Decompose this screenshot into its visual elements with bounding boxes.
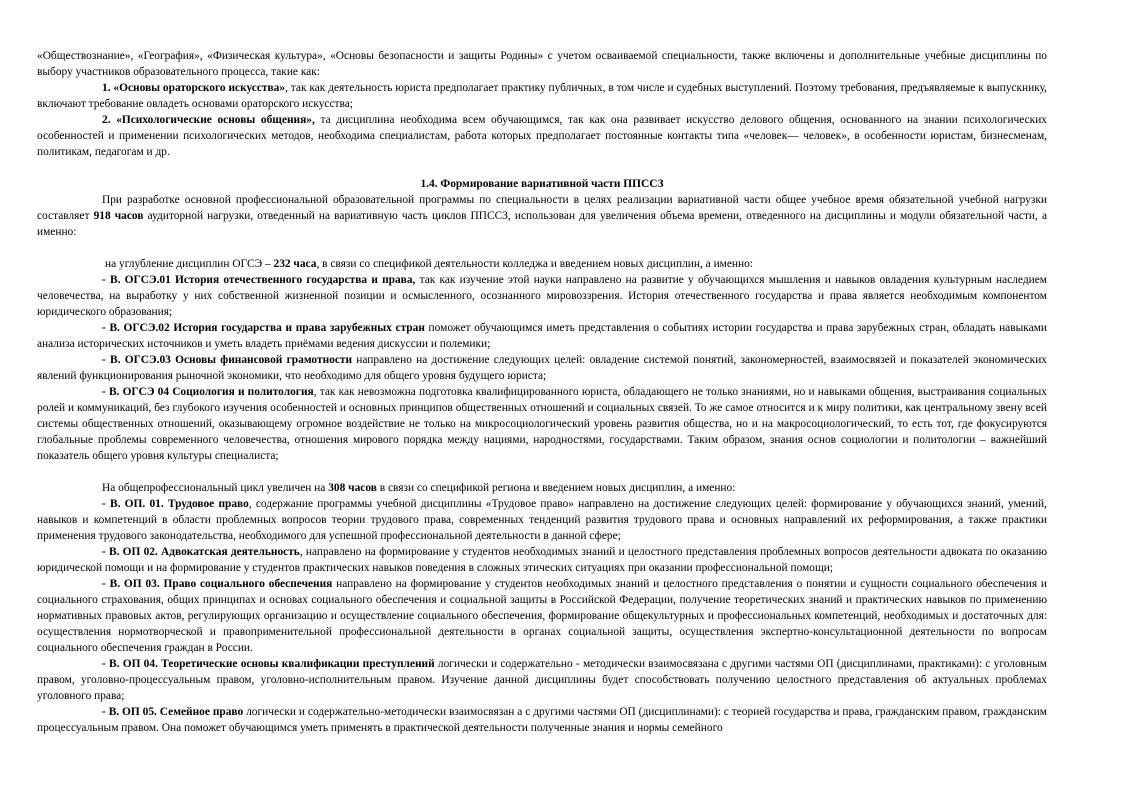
op-item-02 (37, 544, 1047, 576)
op-item-01 (37, 496, 1047, 544)
ogse-item-02-title: - В. ОГСЭ.02 История государства и права зарубежных стран (102, 322, 425, 334)
section-intro-text-a: При разработке основной профессиональной образовательной программы по специальности в целях реализации вариативной части общее учебное время обязательной учебной нагрузки составляет (37, 194, 1047, 222)
ogse-item-02 (37, 320, 1047, 352)
ogse-intro-paragraph (37, 256, 1047, 272)
intro-paragraph: «Обществознание», «География», «Физическая культура», «Основы безопасности и защиты Родины» с учетом осваиваемой специальности, также включены и дополнительные учебные дисциплины по выбору участников образовательного процесса, такие как: (37, 50, 1047, 78)
op-item-03-text: направлено на формирование у студентов необходимых знаний и целостного представления о понятии и сущности социального обеспечения и социального страхования, общих принципах и основах социального обеспечения и социальной защиты в Российской Федерации, получение теоретических знаний и практических навыков по применению нормативных правовых актов, регулирующих организацию и осуществление социального обеспечения, формирование общекультурных и профессиональных компетенций, необходимых и достаточных для: осуществления нормотворческой и правоприменительной профессиональной деятельности в органах социальной защиты, осуществления экспертно-консультационной деятельности по вопросам социального обеспечения граждан в России. (37, 578, 1047, 654)
op-intro-hours: 308 часов (328, 482, 377, 494)
elective-item-2-text: та дисциплина необходима всем обучающимся, так как она развивает искусство делового общения, основанного на знании психологических особенностей и применении психологических методов, необходима специалистам, работа которых предполагает постоянные контакты типа «человек— человек», в особенности юристам, бизнесменам, политикам, педагогам и др. (37, 114, 1047, 158)
ogse-item-03-title: - В. ОГСЭ.03 Основы финансовой грамотности (102, 354, 353, 366)
op-item-01-title: - В. ОП. 01. Трудовое право (102, 498, 249, 510)
ogse-item-04-text: , так как невозможна подготовка квалифицированного юриста, обладающего не только знаниями, но и навыками общения, выстраивания социальных ролей и коммуникаций, без глубокого изучения особенностей и основных принципов общественных отношений и социальных связей. То же самое относится и к миру политики, как центральному звену всей системы общественных отношений, оказывающему огромное воздействие не только на микросоциологический уровень развития общества, но и на макросоциологический, то есть тот, где фокусируются глобальные проблемы современного человечества, отношения мирового порядка между нациями, народностями, государствами. Таким образом, знания основ социологии и политологии – важнейший показатель общего уровня культуры специалиста; (37, 386, 1047, 462)
ogse-item-04-title: - В. ОГСЭ 04 Социология и политология (102, 386, 314, 398)
op-item-01-text: , содержание программы учебной дисциплины «Трудовое право» направлено на достижение следующих целей: формирование у обучающихся знаний, умений, навыков и компетенций в области проблемных вопросов теории трудового права, современных тенденций развития трудового права и основных направлений их реформирования, а также практики применения трудового законодательства, необходимого для успешной профессиональной деятельности в данной сфере; (37, 498, 1047, 542)
op-intro-text-a: На общепрофессиональный цикл увеличен на (102, 482, 329, 494)
op-item-05 (37, 704, 1047, 736)
ogse-item-01-text: так как изучение этой науки направлено на развитие у обучающихся мышления и навыков овладения культурным наследием человечества, на выработку у них собственной жизненной позиции и осмысленного, осознанного мировоззрения. История отечественного государства и права является необходимым компонентом юридического образования; (37, 274, 1047, 318)
section-intro-hours: 918 часов (93, 210, 144, 222)
section-intro-text-b: аудиторной нагрузки, отведенный на вариативную часть циклов ППССЗ, использован для увеличения объема времени, отведенного на дисциплины и модули обязательной части, а именно: (37, 210, 1048, 238)
elective-item-1-text: , так как деятельность юриста предполагает практику публичных, в том числе и судебных выступлений. Поэтому требования, предъявляемые к выпускнику, включают требование овладеть основами ораторского искусства; (37, 82, 1047, 110)
ogse-item-03-text: направлено на достижение следующих целей: овладение системой понятий, закономерностей, взаимосвязей и показателей экономических явлений функционирования рыночной экономики, что необходимо для общего уровня будущего юриста; (37, 354, 1047, 382)
op-item-04 (37, 656, 1047, 704)
elective-item-2 (37, 112, 1047, 160)
ogse-item-03 (37, 352, 1047, 384)
ogse-intro-text-b: , в связи со спецификой деятельности колледжа и введением новых дисциплин, а именно: (316, 258, 753, 270)
op-item-03 (37, 576, 1047, 656)
ogse-item-01 (37, 272, 1047, 320)
section-heading: 1.4. Формирование вариативной части ППССЗ (420, 178, 664, 190)
op-item-02-text: , направлено на формирование у студентов необходимых знаний и целостного представления проблемных вопросов деятельности адвоката по оказанию юридической помощи и на формирование у студентов практических навыков поведения в сложных этических ситуациях при оказании профессиональной помощи; (37, 546, 1047, 574)
op-item-05-text: логически и содержательно-методически взаимосвязан а с другими частями ОП (дисциплинами): с теорией государства и права, гражданским правом, гражданским процессуальным правом. Она поможет обучающимся уметь применять в практической деятельности полученные знания и нормы семейного (37, 706, 1047, 734)
op-item-04-text: логически и содержательно - методически взаимосвязана с другими частями ОП (дисциплинами, практиками): с уголовным правом, уголовно-процессуальным правом, уголовно-исполнительным правом. Изучение данной дисциплины будет способствовать получению целостного представления об актуальных проблемах уголовного права; (37, 658, 1048, 702)
op-item-04-title: - В. ОП 04. Теоретические основы квалификации преступлений (102, 658, 435, 670)
elective-item-1-title: 1. «Основы ораторского искусства» (102, 82, 286, 94)
ogse-item-01-title: - В. ОГСЭ.01 История отечественного государства и права, (102, 274, 416, 286)
op-item-05-title: - В. ОП 05. Семейное право (102, 706, 244, 718)
op-intro-paragraph (37, 480, 1047, 496)
ogse-intro-hours: 232 часа (273, 258, 317, 270)
ogse-item-02-text: поможет обучающимся иметь представления о событиях истории государства и права зарубежных стран, обладать навыками анализа исторических источников и уметь владеть приёмами ведения дискуссии и полемики; (37, 322, 1047, 350)
ogse-intro-text-a: на углубление дисциплин ОГСЭ – (105, 258, 274, 270)
op-item-03-title: - В. ОП 03. Право социального обеспечения (102, 578, 333, 590)
ogse-item-04 (37, 384, 1047, 464)
op-item-02-title: - В. ОП 02. Адвокатская деятельность (102, 546, 300, 558)
op-intro-text-b: в связи со спецификой региона и введением новых дисциплин, а именно: (376, 482, 736, 494)
section-intro-paragraph (37, 192, 1047, 240)
elective-item-2-title: 2. «Психологические основы общения», (102, 114, 315, 126)
elective-item-1 (37, 80, 1047, 112)
